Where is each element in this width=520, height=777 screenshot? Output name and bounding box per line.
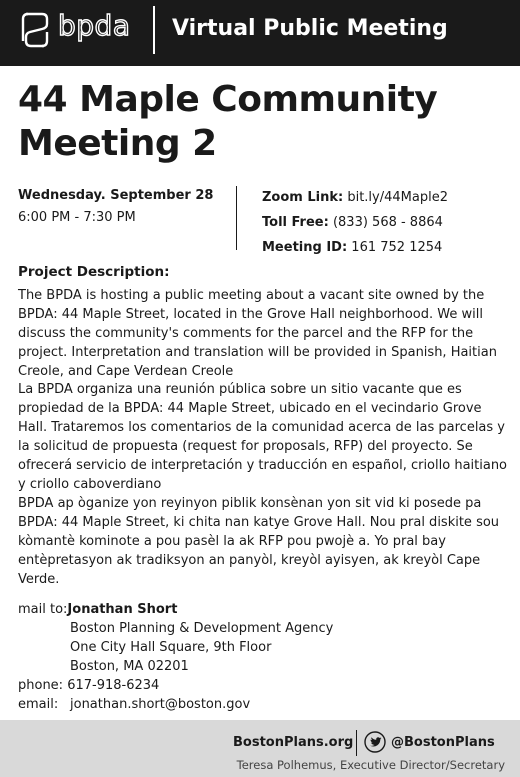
zoom-link-label: Zoom Link:: [262, 190, 344, 205]
contact-street: One City Hall Square, 9th Floor: [70, 640, 272, 655]
meeting-id-row: [262, 235, 512, 260]
date-time-block: [18, 185, 228, 229]
header-title: Virtual Public Meeting: [172, 16, 448, 41]
contact-city: Boston, MA 02201: [70, 659, 189, 674]
toll-free-label: Toll Free:: [262, 215, 329, 230]
page-title: [18, 78, 508, 166]
meeting-id-value: 161 752 1254: [351, 240, 443, 255]
header-divider: [153, 6, 155, 54]
bpda-logo-icon: [20, 10, 50, 50]
phone-label: phone:: [18, 678, 64, 693]
footer-bar: [0, 720, 520, 777]
page-title-line1: 44 Maple Community: [18, 79, 438, 120]
contact-email[interactable]: jonathan.short@boston.gov: [70, 697, 251, 712]
mail-to-label: mail to:: [18, 602, 68, 617]
footer-twitter-handle[interactable]: @BostonPlans: [391, 735, 495, 750]
contact-email-row: [18, 695, 508, 714]
contact-phone: 617-918-6234: [67, 678, 160, 693]
meeting-date: Wednesday. September 28: [18, 188, 214, 203]
project-description-heading: Project Description:: [18, 264, 170, 280]
zoom-info-block: [262, 185, 512, 260]
contact-org: Boston Planning & Development Agency: [70, 621, 334, 636]
contact-block: [18, 600, 508, 714]
description-spanish: La BPDA organiza una reunión pública sobre un sitio vacante que es propiedad de la BPDA: 44 Maple Street, ubicado en el vecindario Grove Hall. Trataremos los comentarios de la comunidad acerca de las parcelas y la solicitud de propuesta (request for proposals, RFP) del proyecto. Se ofrecerá servicio de interpretación y traducción en español, criollo haitiano y criollo caboverdiano: [18, 382, 508, 492]
meeting-time: 6:00 PM - 7:30 PM: [18, 210, 136, 225]
contact-name-row: [18, 600, 508, 619]
meeting-id-label: Meeting ID:: [262, 240, 348, 255]
header-bar: [0, 0, 520, 66]
description-english: The BPDA is hosting a public meeting about a vacant site owned by the BPDA: 44 Maple Street, located in the Grove Hall neighborhood. We will discuss the community's comments for the parcel and the RFP for the project. Interpretation and translation will be provided in Spanish, Haitian Creole, and Cape Verdean Creole: [18, 288, 497, 379]
page-title-line2: Meeting 2: [18, 123, 217, 164]
info-divider: [236, 186, 237, 250]
toll-free-number: (833) 568 - 8864: [332, 215, 443, 230]
zoom-link[interactable]: bit.ly/44Maple2: [347, 190, 448, 205]
footer-credit: Teresa Polhemus, Executive Director/Secretary: [236, 758, 505, 772]
zoom-link-row: [262, 185, 512, 210]
contact-phone-row: [18, 676, 508, 695]
footer-website-link[interactable]: BostonPlans.org: [233, 735, 354, 750]
twitter-icon: [364, 731, 386, 753]
description-creole: BPDA ap òganize yon reyinyon piblik konsènan yon sit vid ki posede pa BPDA: 44 Maple Street, ki chita nan katye Grove Hall. Nou pral diskite sou kòmantè kominote a pou pasèl la ak RFP pou pwojè a. Yo pral bay entèpretasyon ak tradiksyon an panyòl, kreyòl ayisyen, ak kreyòl Cape Verde.: [18, 496, 500, 587]
footer-divider: [356, 730, 357, 756]
contact-name: Jonathan Short: [67, 602, 178, 617]
email-label: email:: [18, 697, 59, 712]
bpda-logo-text: bpda: [58, 9, 131, 42]
toll-free-row: [262, 210, 512, 235]
